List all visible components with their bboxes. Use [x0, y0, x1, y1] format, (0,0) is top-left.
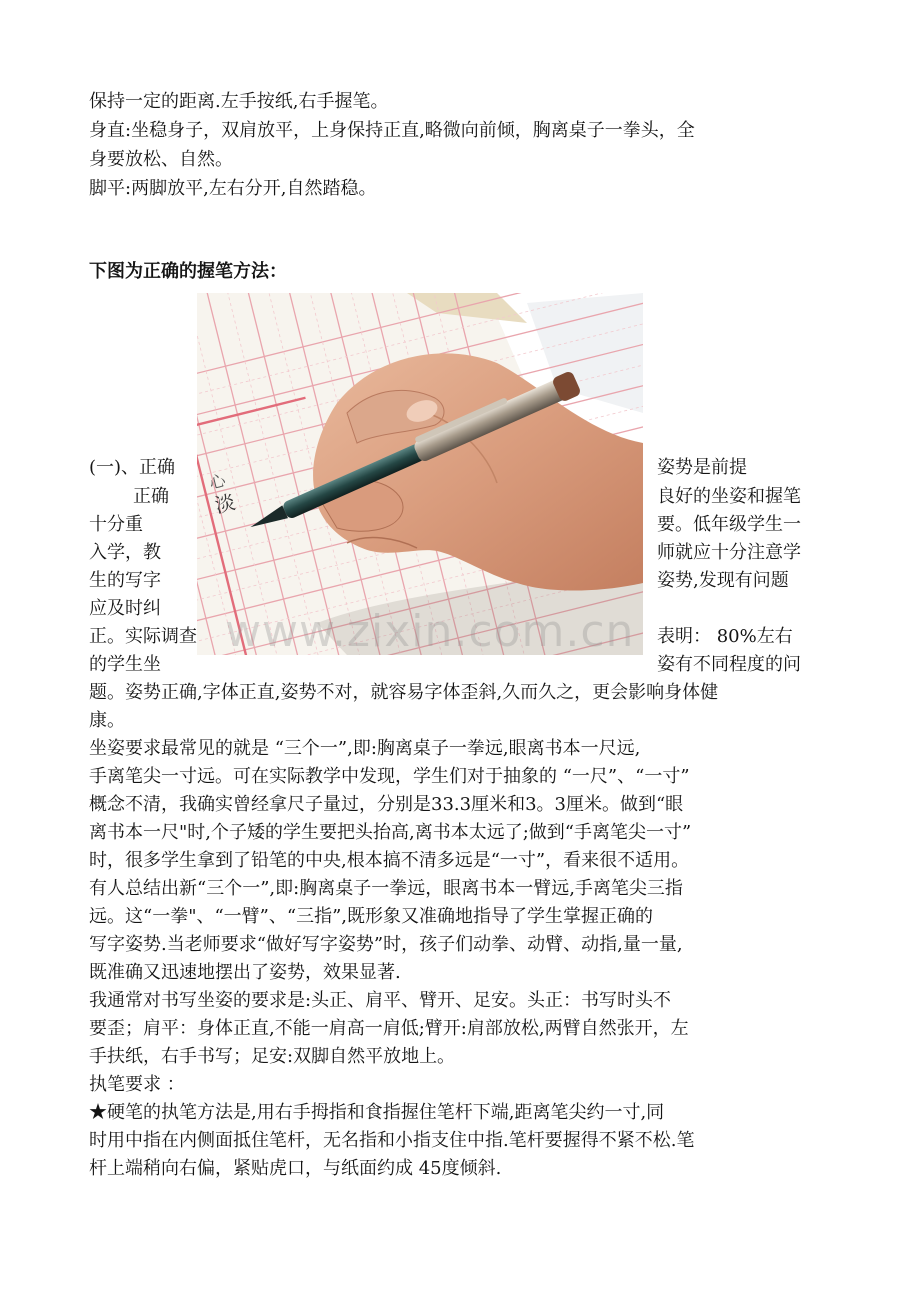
watermark: www.zixin.com.cn: [225, 606, 635, 657]
text-line-4: 脚平:两脚放平,左右分开,自然踏稳。: [89, 178, 377, 199]
body-line-8: 有人总结出新“三个一”,即:胸离桌子一拳远，眼离书本一臂远,手离笔尖三指: [89, 878, 683, 899]
wrap-right-4: 师就应十分注意学: [657, 542, 801, 563]
body-line-6: 离书本一尺"时,个子矮的学生要把头抬高,离书本太远了;做到“手离笔尖一寸”: [89, 822, 692, 843]
figure-heading: 下图为正确的握笔方法：: [89, 261, 287, 282]
body-line-5: 概念不清，我确实曾经拿尺子量过，分别是33.3厘米和3。3厘米。做到“眼: [89, 794, 684, 815]
wrap-left-7: 正。实际调查: [89, 626, 197, 647]
body-line-14: 手扶纸，右手书写；足安:双脚自然平放地上。: [89, 1046, 456, 1067]
body-line-7: 时，很多学生拿到了铅笔的中央,根本搞不清多远是“一寸”，看来很不适用。: [89, 850, 690, 871]
wrap-left-5: 生的写字: [89, 570, 161, 591]
wrap-right-2: 良好的坐姿和握笔: [657, 486, 801, 507]
wrap-left-6: 应及时纠: [89, 598, 161, 619]
wrap-left-1: (一)、正确: [89, 457, 176, 478]
wrap-left-8: 的学生坐: [89, 654, 161, 675]
body-line-10: 写字姿势.当老师要求“做好写字姿势”时，孩子们动拳、动臂、动指,量一量,: [89, 934, 683, 955]
body-line-15: 执笔要求 ：: [89, 1074, 185, 1095]
body-line-3: 坐姿要求最常见的就是 “三个一”,即:胸离桌子一拳远,眼离书本一尺远,: [89, 738, 641, 759]
text-line-2: 身直:坐稳身子，双肩放平，上身保持正直,略微向前倾，胸离桌子一拳头，全: [89, 120, 695, 141]
text-line-1: 保持一定的距离.左手按纸,右手握笔。: [89, 91, 389, 112]
body-line-17: 时用中指在内侧面抵住笔杆，无名指和小指支住中指.笔杆要握得不紧不松.笔: [89, 1130, 695, 1151]
body-line-12: 我通常对书写坐姿的要求是:头正、肩平、臂开、足安。头正：书写时头不: [89, 990, 672, 1011]
body-line-1: 题。姿势正确,字体正直,姿势不对，就容易字体歪斜,久而久之，更会影响身体健: [89, 682, 719, 703]
wrap-left-2: 正确: [133, 486, 169, 507]
text-line-3: 身要放松、自然。: [89, 149, 233, 170]
body-line-18: 杆上端稍向右偏，紧贴虎口，与纸面约成 45度倾斜.: [89, 1158, 502, 1179]
wrap-right-7: 表明： 80%左右: [657, 626, 793, 647]
wrap-right-1: 姿势是前提: [657, 457, 747, 478]
body-line-4: 手离笔尖一寸远。可在实际教学中发现，学生们对于抽象的 “一尺”、“一寸”: [89, 766, 690, 787]
wrap-right-8: 姿有不同程度的问: [657, 654, 801, 675]
grid-char-1: 淡: [212, 489, 238, 518]
wrap-left-4: 入学，教: [89, 542, 161, 563]
hand-holding-pen-photo: [197, 293, 643, 655]
body-line-2: 康。: [89, 710, 125, 731]
wrap-left-3: 十分重: [89, 514, 143, 535]
wrap-right-3: 要。低年级学生一: [657, 514, 801, 535]
body-line-9: 远。这“一拳"、“一臂”、“三指”,既形象又准确地指导了学生掌握正确的: [89, 906, 654, 927]
wrap-right-5: 姿势,发现有问题: [657, 570, 789, 591]
body-line-11: 既准确又迅速地摆出了姿势，效果显著.: [89, 962, 401, 983]
body-line-16: ★硬笔的执笔方法是,用右手拇指和食指握住笔杆下端,距离笔尖约一寸,同: [89, 1102, 665, 1123]
body-line-13: 要歪；肩平：身体正直,不能一肩高一肩低;臂开:肩部放松,两臂自然张开，左: [89, 1018, 689, 1039]
grid-char-2: 心: [207, 470, 228, 493]
